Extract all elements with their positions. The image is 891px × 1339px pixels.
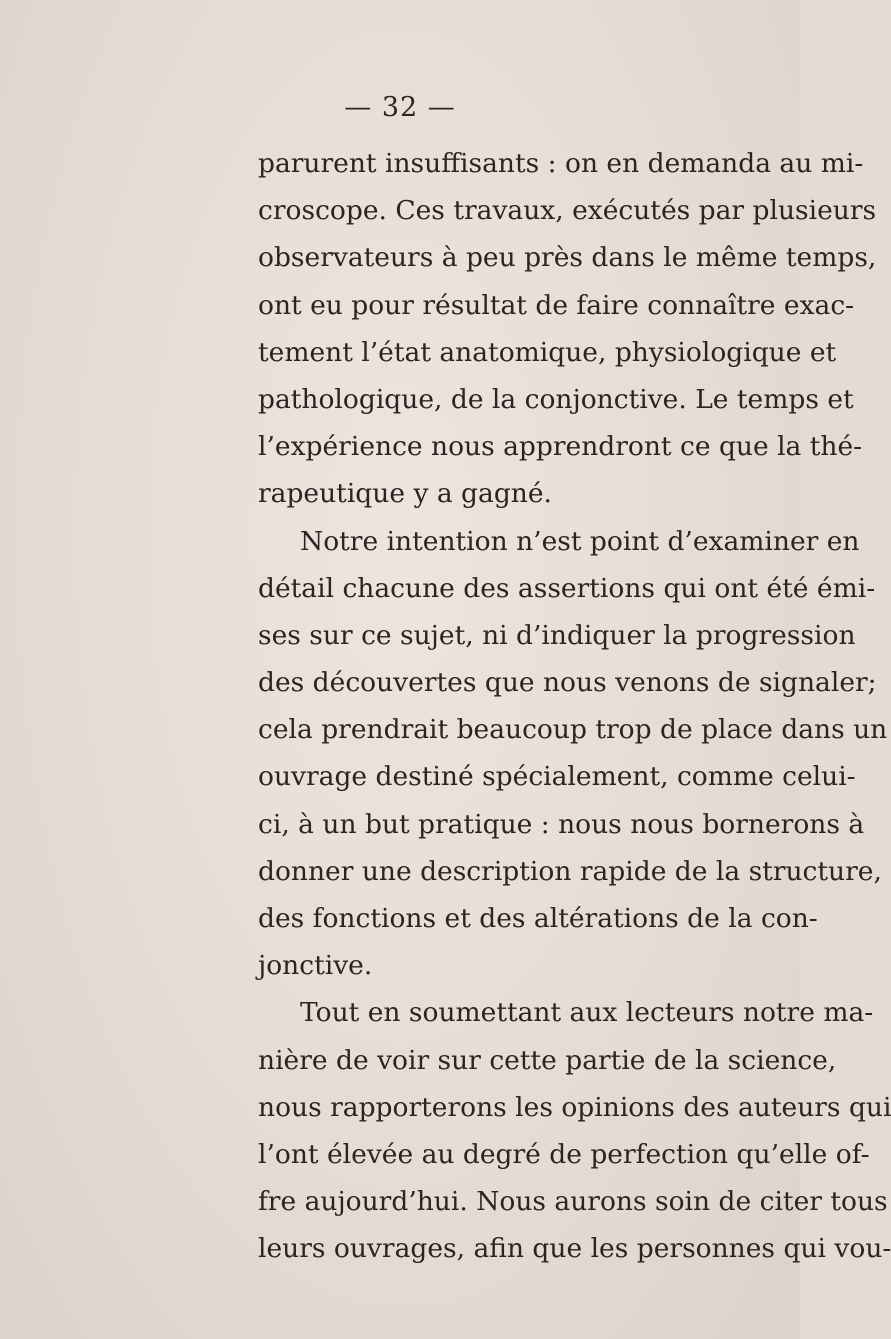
text-line: rapeutique y a gagné. xyxy=(258,478,552,510)
text-line: ont eu pour résultat de faire connaître exac- xyxy=(258,289,855,321)
text-line: ses sur ce sujet, ni d’indiquer la progression xyxy=(258,619,856,651)
text-line: observateurs à peu près dans le même temps, xyxy=(258,242,877,274)
text-line: détail chacune des assertions qui ont été émi- xyxy=(258,572,876,604)
text-line: parurent insuffisants : on en demanda au mi- xyxy=(258,148,864,179)
text-line: l’expérience nous apprendront ce que la thé- xyxy=(258,431,863,463)
text-line: nière de voir sur cette partie de la science, xyxy=(258,1044,837,1076)
text-line: Tout en soumettant aux lecteurs notre ma- xyxy=(300,997,874,1029)
text-line: croscope. Ces travaux, exécutés par plusieurs xyxy=(258,195,877,227)
text-line: Notre intention n’est point d’examiner en xyxy=(300,525,860,557)
text-line: donner une description rapide de la structure, xyxy=(258,855,882,887)
text-line: leurs ouvrages, afin que les personnes qui vou- xyxy=(258,1233,891,1265)
text-line: l’ont élevée au degré de perfection qu’elle of- xyxy=(258,1138,870,1170)
text-line: jonctive. xyxy=(258,950,373,982)
text-line: fre aujourd’hui. Nous aurons soin de citer tous xyxy=(258,1186,888,1218)
text-line: nous rapporterons les opinions des auteurs qui xyxy=(258,1091,891,1123)
page-number: — 32 — xyxy=(344,92,456,123)
text-line: ci, à un but pratique : nous nous bornerons à xyxy=(258,808,865,840)
text-line: pathologique, de la conjonctive. Le temps et xyxy=(258,383,854,415)
text-line: des fonctions et des altérations de la con- xyxy=(258,903,818,934)
text-line: cela prendrait beaucoup trop de place dans un xyxy=(258,714,888,746)
body-text xyxy=(258,140,891,1273)
text-line: ouvrage destiné spécialement, comme celui- xyxy=(258,761,856,793)
text-line: des découvertes que nous venons de signaler; xyxy=(258,667,877,699)
text-line: tement l’état anatomique, physiologique et xyxy=(258,336,837,368)
